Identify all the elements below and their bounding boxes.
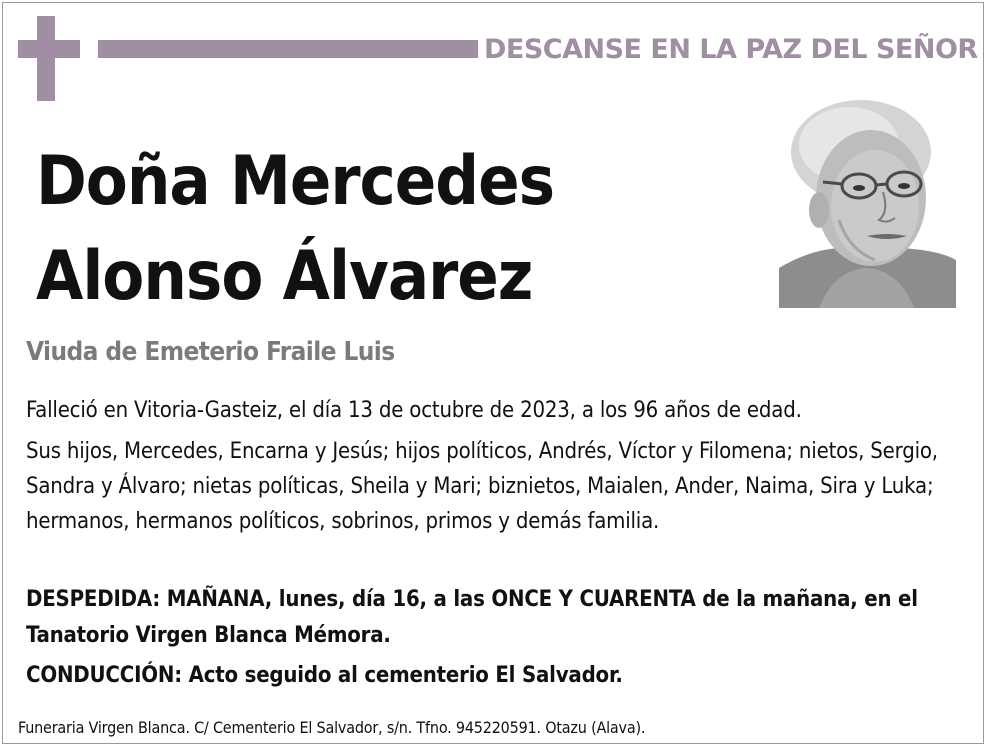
portrait-photo — [779, 100, 956, 308]
funeral-home-footer: Funeraria Virgen Blanca. C/ Cementerio El Salvador, s/n. Tfno. 945220591. Otazu (Alava). — [18, 718, 646, 737]
header-rule — [98, 40, 478, 58]
farewell-paragraph: DESPEDIDA: MAÑANA, lunes, día 16, a las ONCE Y CUARENTA de la mañana, en el Tanatorio Virgen Blanca Mémora. — [26, 587, 918, 648]
procession-paragraph: CONDUCCIÓN: Acto seguido al cementerio El Salvador. — [26, 663, 623, 688]
header-title: DESCANSE EN LA PAZ DEL SEÑOR — [484, 34, 978, 65]
widow-of-line: Viuda de Emeterio Fraile Luis — [26, 337, 395, 367]
death-paragraph: Falleció en Vitoria-Gasteiz, el día 13 de octubre de 2023, a los 96 años de edad. — [26, 398, 802, 423]
name-line-2: Alonso Álvarez — [36, 237, 533, 316]
family-paragraph: Sus hijos, Mercedes, Encarna y Jesús; hijos políticos, Andrés, Víctor y Filomena; nietos, Sergio, Sandra y Álvaro; nietas políticas, Sheila y Mari; biznietos, Maialen, Ander, Naima, Sira y Luka; hermanos, hermanos políticos, sobrinos, primos y demás familia. — [26, 439, 938, 534]
deceased-name — [36, 134, 756, 324]
name-line-1: Doña Mercedes — [36, 142, 555, 221]
